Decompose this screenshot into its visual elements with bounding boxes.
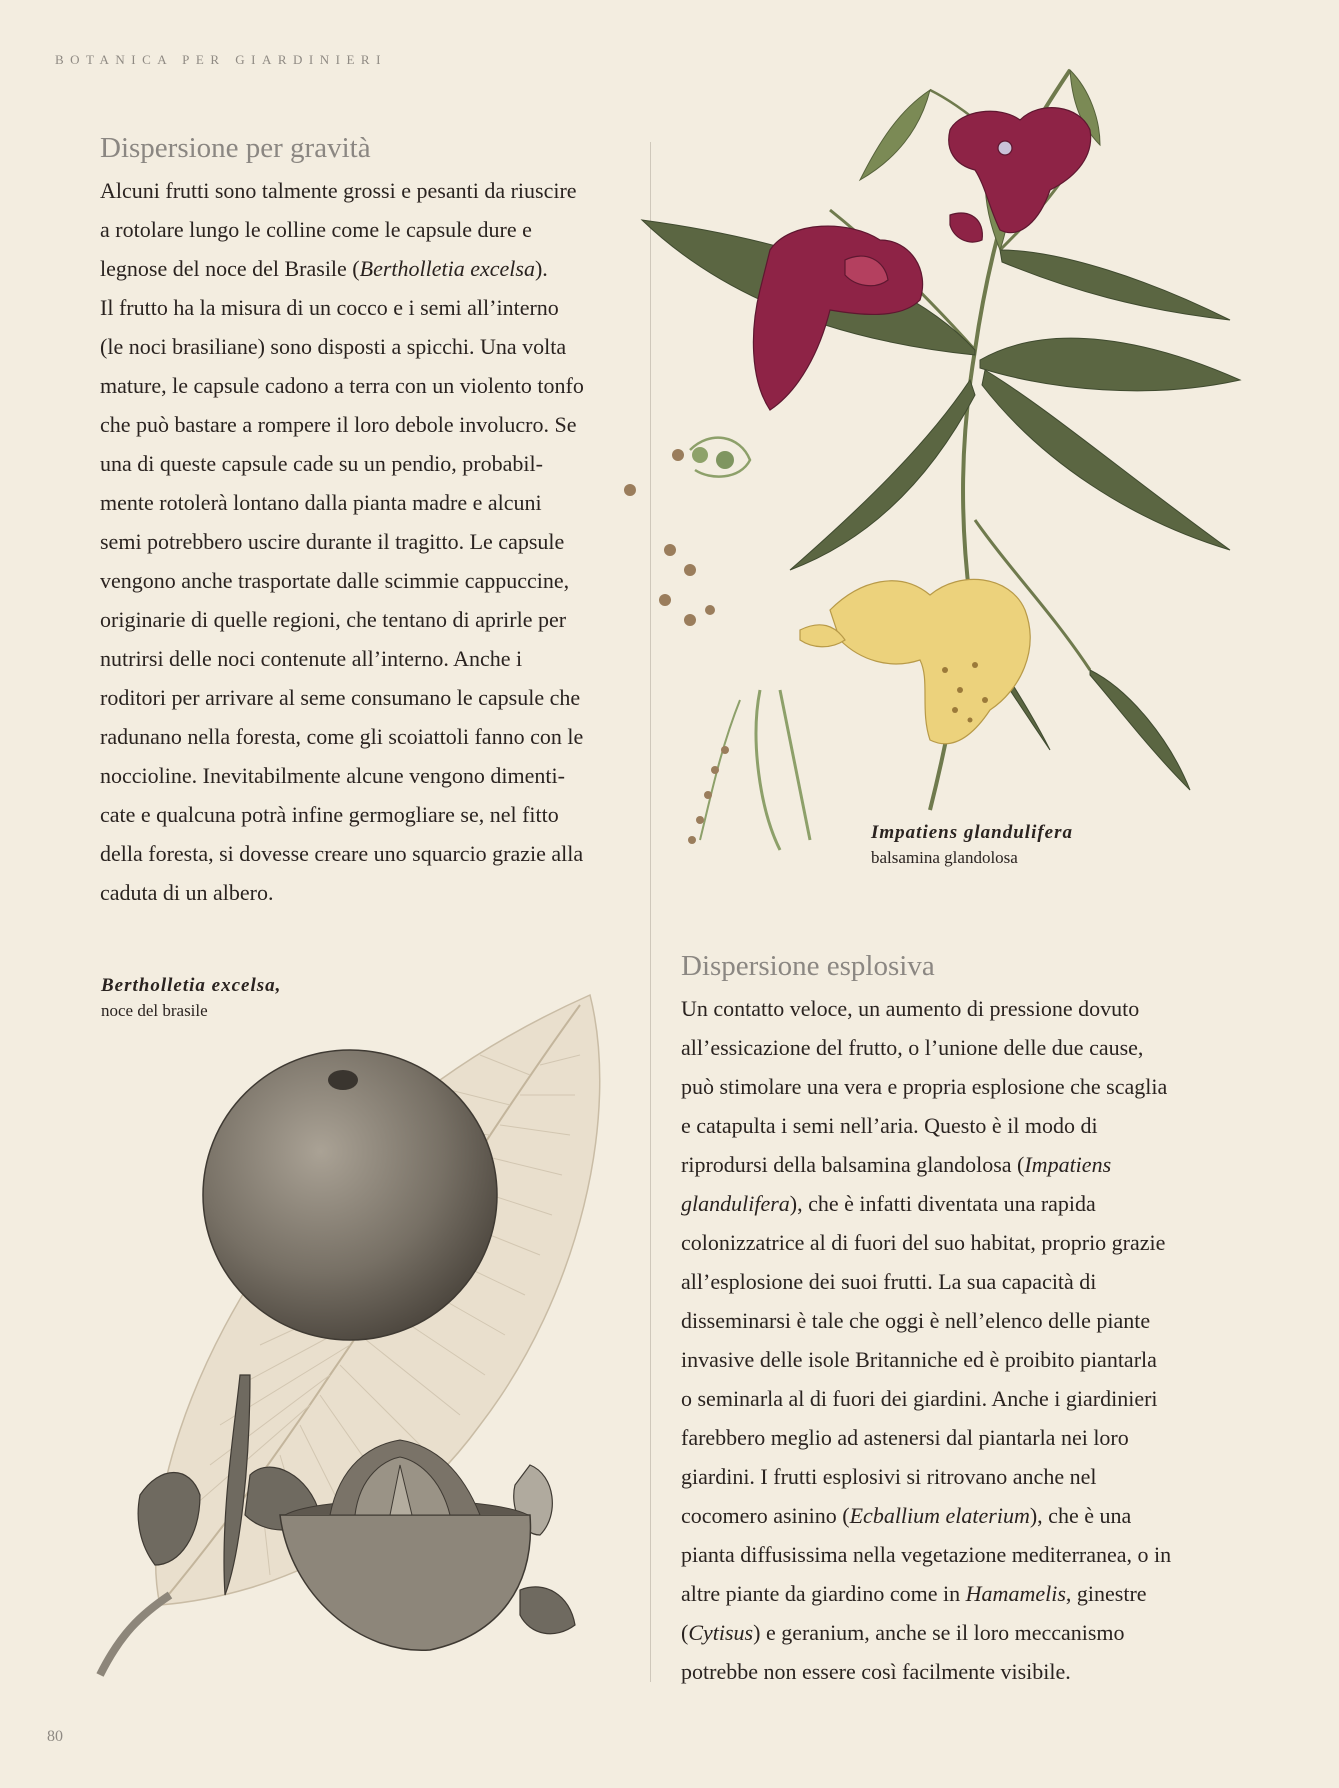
text-run: ), che è una bbox=[1029, 1503, 1132, 1528]
text-run: riprodursi della balsamina glandolosa ( bbox=[681, 1152, 1025, 1177]
species-name: Ecballium elaterium bbox=[849, 1503, 1030, 1528]
text-line bbox=[100, 483, 584, 522]
text-run: radunano nella foresta, come gli scoiattoli fanno con le bbox=[100, 724, 584, 749]
text-run: ). bbox=[534, 256, 548, 281]
text-line bbox=[681, 1418, 1171, 1457]
text-line bbox=[100, 288, 584, 327]
text-run: invasive delle isole Britanniche ed è proibito piantarla bbox=[681, 1347, 1157, 1372]
text-run: (le noci brasiliane) sono disposti a spicchi. Una volta bbox=[100, 334, 567, 359]
text-line bbox=[100, 717, 584, 756]
text-run: o seminarla al di fuori dei giardini. Anche i giardinieri bbox=[681, 1386, 1158, 1411]
text-line bbox=[681, 1067, 1171, 1106]
text-line bbox=[681, 1106, 1171, 1145]
paragraph-explosive-dispersal bbox=[681, 989, 1171, 1691]
text-run: all’essicazione del frutto, o l’unione delle due cause, bbox=[681, 1035, 1144, 1060]
text-run: all’esplosione dei suoi frutti. La sua capacità di bbox=[681, 1269, 1097, 1294]
text-run: ), che è infatti diventata una rapida bbox=[789, 1191, 1096, 1216]
page-number: 80 bbox=[47, 1728, 63, 1745]
text-run: mature, le capsule cadono a terra con un violento tonfo bbox=[100, 373, 584, 398]
impatiens-illustration bbox=[630, 50, 1250, 870]
text-line bbox=[100, 405, 584, 444]
text-line bbox=[100, 171, 584, 210]
text-line bbox=[100, 522, 584, 561]
text-run: giardini. I frutti esplosivi si ritrovano anche nel bbox=[681, 1464, 1097, 1489]
text-line bbox=[100, 678, 584, 717]
text-line bbox=[100, 795, 584, 834]
text-run: caduta di un albero. bbox=[100, 880, 274, 905]
species-name: Impatiens bbox=[1024, 1152, 1112, 1177]
caption-bertholletia-latin: Bertholletia excelsa, bbox=[101, 975, 282, 996]
caption-impatiens-latin: Impatiens glandulifera bbox=[871, 822, 1073, 843]
text-line bbox=[100, 366, 584, 405]
text-line bbox=[100, 639, 584, 678]
text-run: può stimolare una vera e propria esplosione che scaglia bbox=[681, 1074, 1168, 1099]
text-run: originarie di quelle regioni, che tentano di aprirle per bbox=[100, 607, 567, 632]
text-run: Il frutto ha la misura di un cocco e i semi all’interno bbox=[100, 295, 559, 320]
text-run: altre piante da giardino come in bbox=[681, 1581, 966, 1606]
text-run: a rotolare lungo le colline come le capsule dure e bbox=[100, 217, 532, 242]
text-line bbox=[681, 1145, 1171, 1184]
text-line bbox=[681, 1301, 1171, 1340]
species-name: glandulifera bbox=[681, 1191, 790, 1216]
text-line bbox=[681, 1184, 1171, 1223]
text-run: e catapulta i semi nell’aria. Questo è il modo di bbox=[681, 1113, 1098, 1138]
text-line bbox=[681, 1340, 1171, 1379]
text-run: semi potrebbero uscire durante il tragitto. Le capsule bbox=[100, 529, 565, 554]
text-run: potrebbe non essere così facilmente visibile. bbox=[681, 1659, 1071, 1684]
text-run: ( bbox=[681, 1620, 689, 1645]
text-run: colonizzatrice al di fuori del suo habitat, proprio grazie bbox=[681, 1230, 1166, 1255]
text-line bbox=[681, 1652, 1171, 1691]
text-run: che può bastare a rompere il loro debole involucro. Se bbox=[100, 412, 577, 437]
text-line bbox=[100, 561, 584, 600]
text-line bbox=[681, 1496, 1171, 1535]
text-run: legnose del noce del Brasile ( bbox=[100, 256, 360, 281]
text-run: nutrirsi delle noci contenute all’interno. Anche i bbox=[100, 646, 523, 671]
text-line bbox=[100, 834, 584, 873]
text-run: , ginestre bbox=[1065, 1581, 1147, 1606]
text-line bbox=[100, 600, 584, 639]
text-line bbox=[681, 1613, 1171, 1652]
text-run: Alcuni frutti sono talmente grossi e pesanti da riuscire bbox=[100, 178, 577, 203]
text-run: della foresta, si dovesse creare uno squarcio grazie alla bbox=[100, 841, 584, 866]
text-line bbox=[100, 444, 584, 483]
text-run: vengono anche trasportate dalle scimmie cappuccine, bbox=[100, 568, 570, 593]
text-line bbox=[100, 756, 584, 795]
text-line bbox=[681, 1379, 1171, 1418]
text-line bbox=[681, 1262, 1171, 1301]
text-line bbox=[681, 1457, 1171, 1496]
text-line bbox=[681, 1535, 1171, 1574]
text-run: noccioline. Inevitabilmente alcune vengono dimenti- bbox=[100, 763, 565, 788]
text-run: cate e qualcuna potrà infine germogliare se, nel fitto bbox=[100, 802, 559, 827]
text-line bbox=[681, 1574, 1171, 1613]
species-name: Bertholletia excelsa bbox=[359, 256, 535, 281]
text-line bbox=[100, 873, 584, 912]
text-line bbox=[681, 989, 1171, 1028]
species-name: Cytisus bbox=[688, 1620, 754, 1645]
text-line bbox=[681, 1223, 1171, 1262]
caption-bertholletia-common: noce del brasile bbox=[101, 1001, 208, 1020]
running-head: BOTANICA PER GIARDINIERI bbox=[55, 52, 387, 67]
text-run: una di queste capsule cade su un pendio, probabil- bbox=[100, 451, 543, 476]
bertholletia-illustration bbox=[100, 995, 620, 1695]
text-line bbox=[100, 327, 584, 366]
text-line bbox=[100, 210, 584, 249]
text-run: disseminarsi è tale che oggi è nell’elenco delle piante bbox=[681, 1308, 1151, 1333]
caption-impatiens-common: balsamina glandolosa bbox=[871, 848, 1018, 867]
text-run: ) e geranium, anche se il loro meccanismo bbox=[753, 1620, 1125, 1645]
text-run: roditori per arrivare al seme consumano le capsule che bbox=[100, 685, 581, 710]
text-run: cocomero asinino ( bbox=[681, 1503, 850, 1528]
text-run: farebbero meglio ad astenersi dal piantarla nei loro bbox=[681, 1425, 1129, 1450]
text-line bbox=[681, 1028, 1171, 1067]
species-name: Hamamelis bbox=[965, 1581, 1066, 1606]
text-run: Un contatto veloce, un aumento di pressione dovuto bbox=[681, 996, 1140, 1021]
heading-explosive-dispersal: Dispersione esplosiva bbox=[681, 950, 935, 982]
heading-gravity-dispersal: Dispersione per gravità bbox=[100, 132, 371, 164]
paragraph-gravity-dispersal bbox=[100, 171, 584, 912]
text-run: pianta diffusissima nella vegetazione mediterranea, o in bbox=[681, 1542, 1172, 1567]
text-run: mente rotolerà lontano dalla pianta madre e alcuni bbox=[100, 490, 542, 515]
text-line bbox=[100, 249, 584, 288]
